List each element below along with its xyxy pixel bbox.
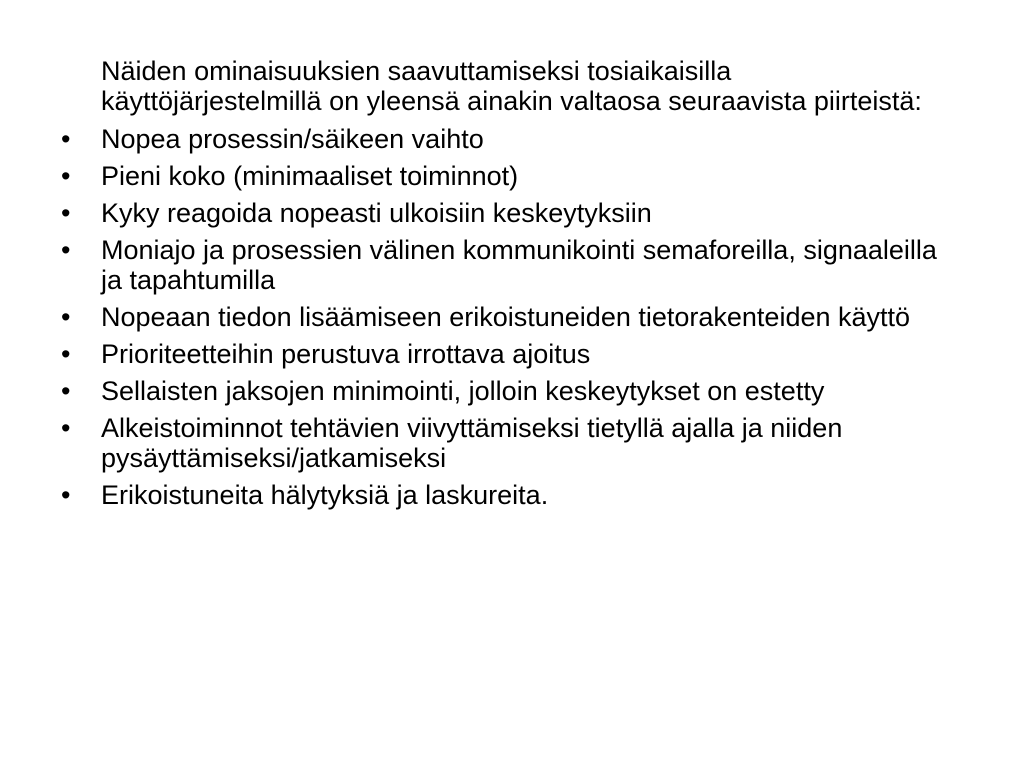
slide-content: [57, 56, 957, 517]
bullet-list: [57, 124, 957, 510]
bullet-item: [57, 376, 957, 406]
bullet-text: Sellaisten jaksojen minimointi, jolloin keskeytykset on estetty: [101, 376, 825, 406]
bullet-icon: •: [61, 161, 71, 191]
bullet-icon: •: [61, 376, 71, 406]
bullet-item: [57, 235, 957, 295]
intro-paragraph: Näiden ominaisuuksien saavuttamiseksi tosiaikaisilla käyttöjärjestelmillä on yleensä ainakin valtaosa seuraavista piirteistä:: [101, 56, 922, 116]
bullet-text: Nopea prosessin/säikeen vaihto: [101, 124, 484, 154]
bullet-text: Erikoistuneita hälytyksiä ja laskureita.: [101, 480, 549, 510]
bullet-icon: •: [61, 198, 71, 228]
bullet-icon: •: [61, 480, 71, 510]
bullet-text: Nopeaan tiedon lisäämiseen erikoistuneiden tietorakenteiden käyttö: [101, 302, 911, 332]
bullet-item: [57, 413, 957, 473]
bullet-item: [57, 480, 957, 510]
bullet-text: Prioriteetteihin perustuva irrottava ajoitus: [101, 339, 591, 369]
bullet-text: Alkeistoiminnot tehtävien viivyttämiseksi tietyllä ajalla ja niiden pysäyttämiseksi/jatkamiseksi: [101, 413, 843, 473]
bullet-item: [57, 302, 957, 332]
bullet-item: [57, 339, 957, 369]
bullet-item: [57, 124, 957, 154]
bullet-item: [57, 161, 957, 191]
bullet-text: Pieni koko (minimaaliset toiminnot): [101, 161, 519, 191]
bullet-icon: •: [61, 302, 71, 332]
bullet-icon: •: [61, 235, 71, 265]
bullet-icon: •: [61, 124, 71, 154]
bullet-text: Moniajo ja prosessien välinen kommunikointi semaforeilla, signaaleilla ja tapahtumilla: [101, 235, 937, 295]
bullet-text: Kyky reagoida nopeasti ulkoisiin keskeytyksiin: [101, 198, 652, 228]
bullet-icon: •: [61, 339, 71, 369]
bullet-item: [57, 198, 957, 228]
bullet-icon: •: [61, 413, 71, 443]
